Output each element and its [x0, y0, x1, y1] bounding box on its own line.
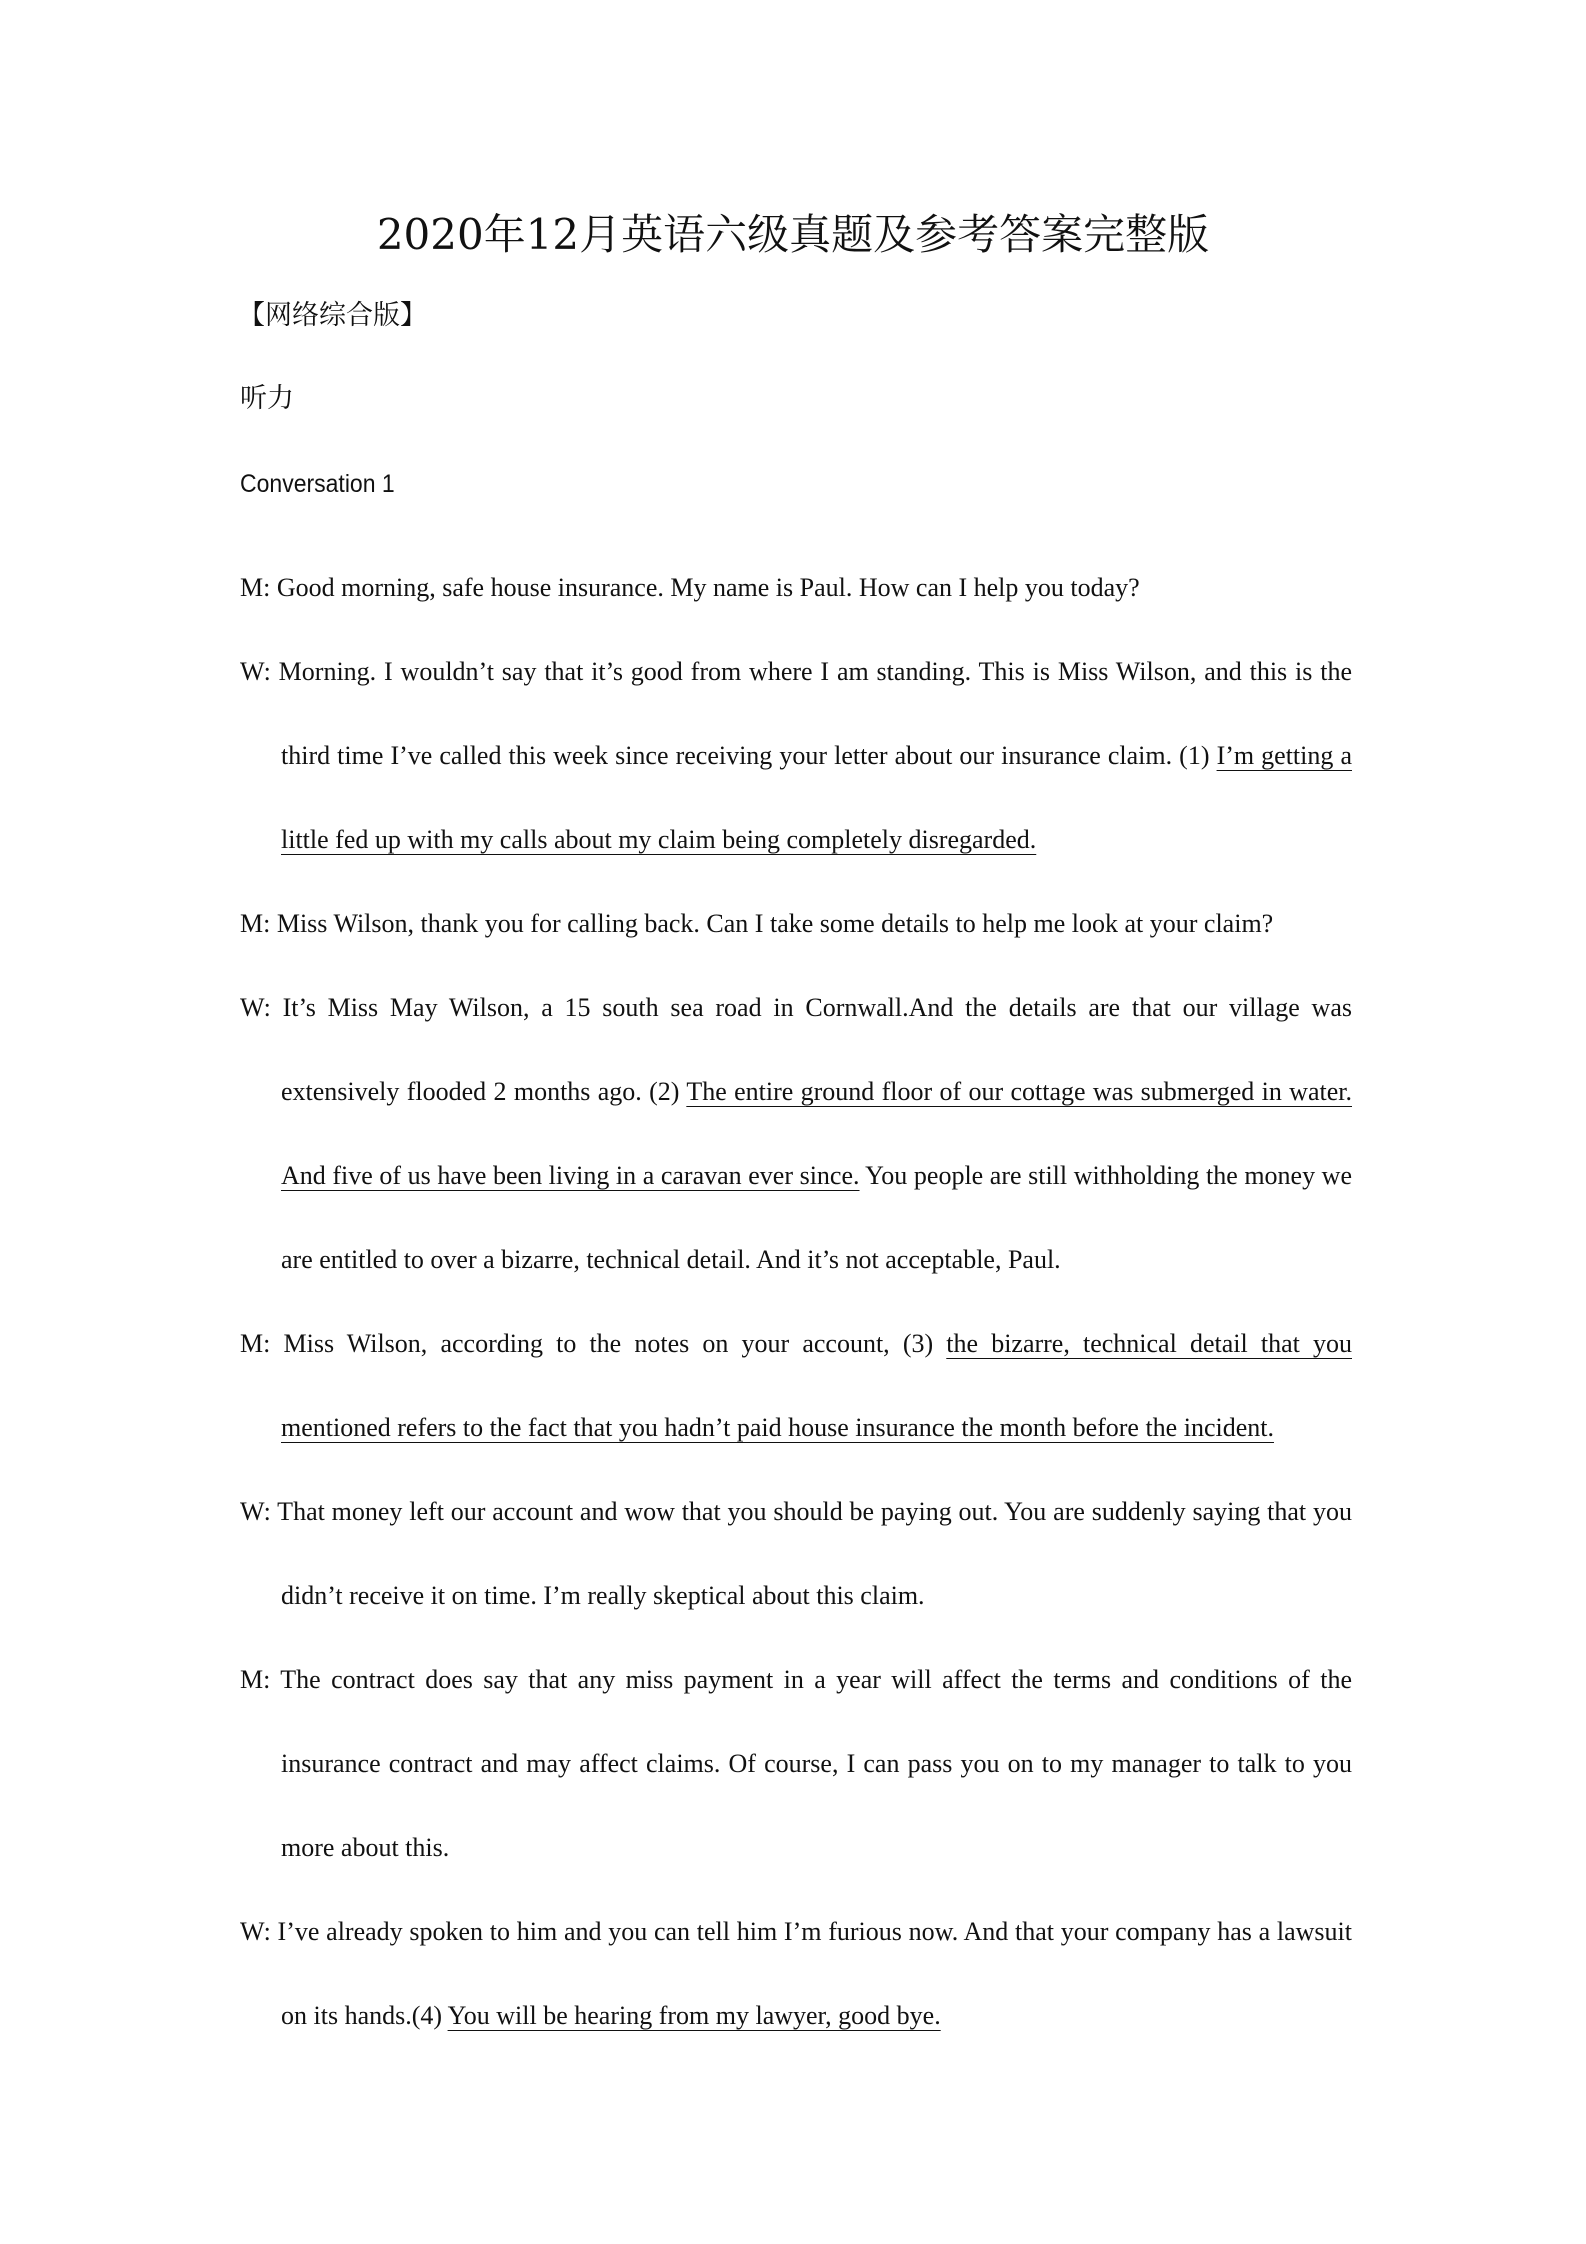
utterance-text-after: You people are still withholding the money we are entitled to over a bizarre, technical detail. And it’s not acceptable, Paul. [281, 1161, 1352, 1274]
dialogue-turn [240, 882, 1352, 966]
utterance-text: Good morning, safe house insurance. My name is Paul. How can I help you today? [270, 573, 1140, 602]
answer-underline: I’m getting a little fed up with my calls about my claim being completely disregarded. [281, 741, 1352, 854]
answer-underline: The entire ground floor of our cottage was submerged in water. And five of us have been living in a caravan ever since. [281, 1077, 1352, 1190]
speaker-label: W: [240, 993, 271, 1022]
edition-label: 【网络综合版】 [238, 300, 427, 331]
dialogue-turn [240, 630, 1352, 882]
dialogue-turn [240, 1890, 1352, 2058]
speaker-label: M: [240, 909, 271, 938]
dialogue [240, 546, 1352, 2058]
answer-underline: the bizarre, technical detail that you mentioned refers to the fact that you hadn’t paid house insurance the month before the incident. [281, 1329, 1352, 1442]
utterance-text: Morning. I wouldn’t say that it’s good from where I am standing. This is Miss Wilson, and this is the third time I’ve called this week since receiving your letter about our insurance claim. (1) [270, 657, 1352, 770]
dialogue-turn [240, 1470, 1352, 1638]
dialogue-turn [240, 546, 1352, 630]
speaker-label: W: [240, 657, 271, 686]
speaker-label: W: [240, 1917, 271, 1946]
utterance-text: Miss Wilson, according to the notes on your account, (3) [270, 1329, 947, 1358]
utterance-text: I’ve already spoken to him and you can tell him I’m furious now. And that your company has a lawsuit on its hands.(4) [270, 1917, 1352, 2030]
dialogue-turn [240, 966, 1352, 1302]
speaker-label: M: [240, 573, 271, 602]
dialogue-turn [240, 1638, 1352, 1890]
utterance-text: It’s Miss May Wilson, a 15 south sea road in Cornwall.And the details are that our village was extensively flooded 2 months ago. (2) [270, 993, 1352, 1106]
utterance-text: That money left our account and wow that you should be paying out. You are suddenly saying that you didn’t receive it on time. I’m really skeptical about this claim. [270, 1497, 1352, 1610]
speaker-label: M: [240, 1665, 271, 1694]
utterance-text: Miss Wilson, thank you for calling back. Can I take some details to help me look at your claim? [270, 909, 1274, 938]
speaker-label: W: [240, 1497, 271, 1526]
answer-underline: You will be hearing from my lawyer, good bye. [447, 2001, 941, 2030]
utterance-text: The contract does say that any miss payment in a year will affect the terms and conditions of the insurance contract and may affect claims. Of course, I can pass you on to my manager to talk to you more about this. [270, 1665, 1352, 1862]
section-heading: 听力 [240, 383, 294, 414]
conversation-heading: Conversation 1 [240, 470, 395, 498]
page-title: 2020年12月英语六级真题及参考答案完整版 [376, 210, 1210, 259]
speaker-label: M: [240, 1329, 271, 1358]
dialogue-turn [240, 1302, 1352, 1470]
